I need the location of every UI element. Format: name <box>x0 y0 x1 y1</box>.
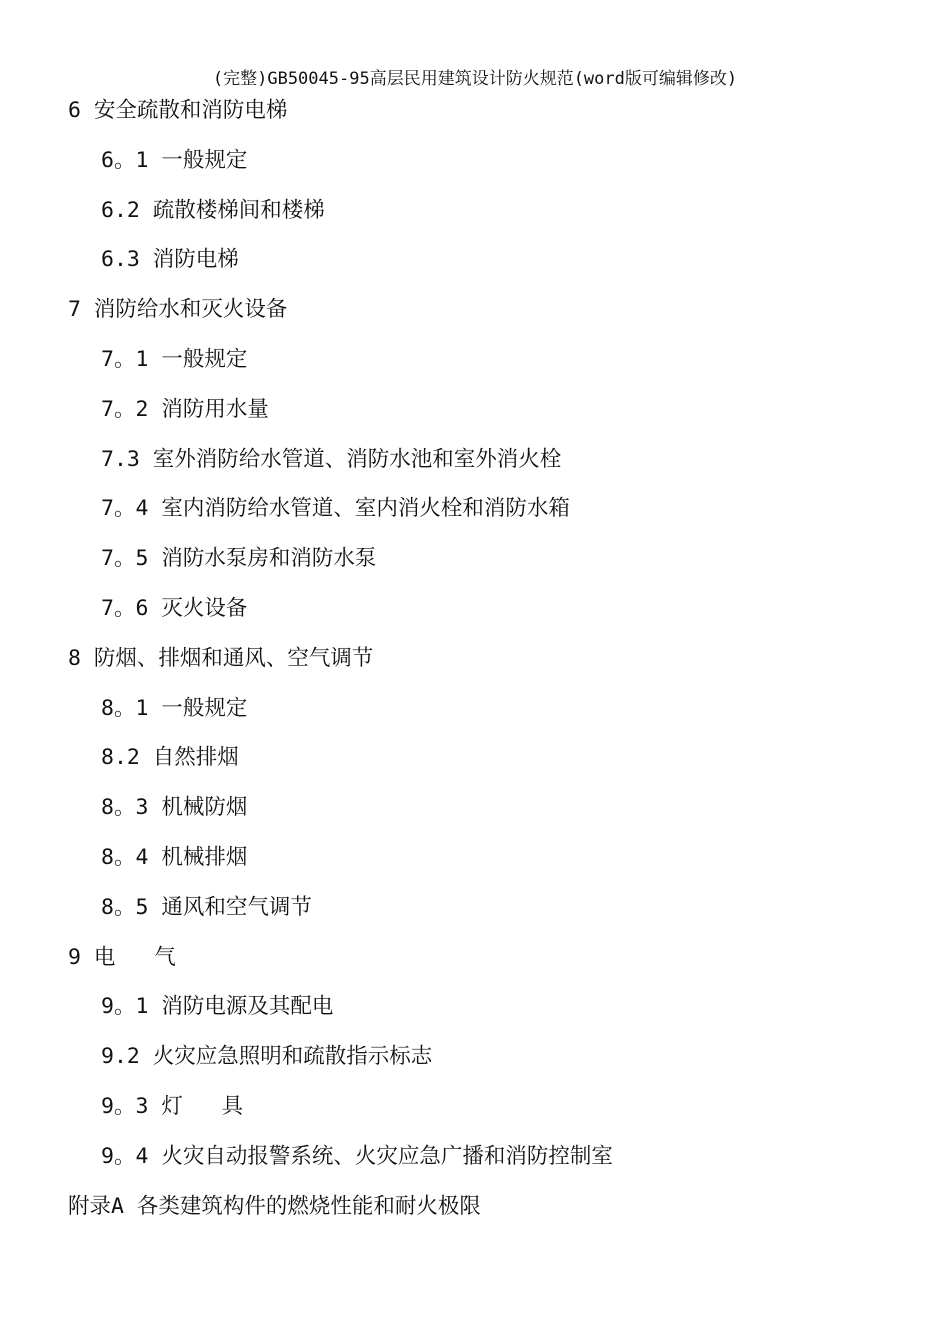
toc-chapter-8: 8 防烟、排烟和通风、空气调节 <box>68 645 374 671</box>
toc-section-8-2: 8.2 自然排烟 <box>101 745 239 771</box>
document-header-title: (完整)GB50045-95高层民用建筑设计防火规范(word版可编辑修改) <box>212 69 738 89</box>
toc-section-6-2: 6.2 疏散楼梯间和楼梯 <box>101 197 325 223</box>
toc-chapter-9: 9 电 气 <box>68 944 176 970</box>
toc-section-7-1: 7。1 一般规定 <box>101 346 248 372</box>
toc-section-7-2: 7。2 消防用水量 <box>101 396 269 422</box>
toc-section-9-4: 9。4 火灾自动报警系统、火灾应急广播和消防控制室 <box>101 1143 613 1169</box>
toc-section-9-2: 9.2 火灾应急照明和疏散指示标志 <box>101 1044 433 1070</box>
toc-section-8-5: 8。5 通风和空气调节 <box>101 894 312 920</box>
toc-section-7-3: 7.3 室外消防给水管道、消防水池和室外消火栓 <box>101 446 562 472</box>
toc-section-8-1: 8。1 一般规定 <box>101 695 248 721</box>
toc-section-7-5: 7。5 消防水泵房和消防水泵 <box>101 546 377 572</box>
toc-section-8-4: 8。4 机械排烟 <box>101 844 248 870</box>
toc-section-7-4: 7。4 室内消防给水管道、室内消火栓和消防水箱 <box>101 496 570 522</box>
table-of-contents <box>0 86 950 1231</box>
toc-appendix-a: 附录A 各类建筑构件的燃烧性能和耐火极限 <box>68 1193 481 1219</box>
toc-section-6-3: 6.3 消防电梯 <box>101 247 239 273</box>
toc-section-8-3: 8。3 机械防烟 <box>101 795 248 821</box>
toc-chapter-7: 7 消防给水和灭火设备 <box>68 297 288 323</box>
toc-chapter-6: 6 安全疏散和消防电梯 <box>68 98 288 123</box>
toc-section-7-6: 7。6 灭火设备 <box>101 595 248 621</box>
toc-section-6-1: 6。1 一般规定 <box>101 147 248 173</box>
toc-section-9-1: 9。1 消防电源及其配电 <box>101 994 334 1020</box>
toc-section-9-3: 9。3 灯 具 <box>101 1093 244 1119</box>
